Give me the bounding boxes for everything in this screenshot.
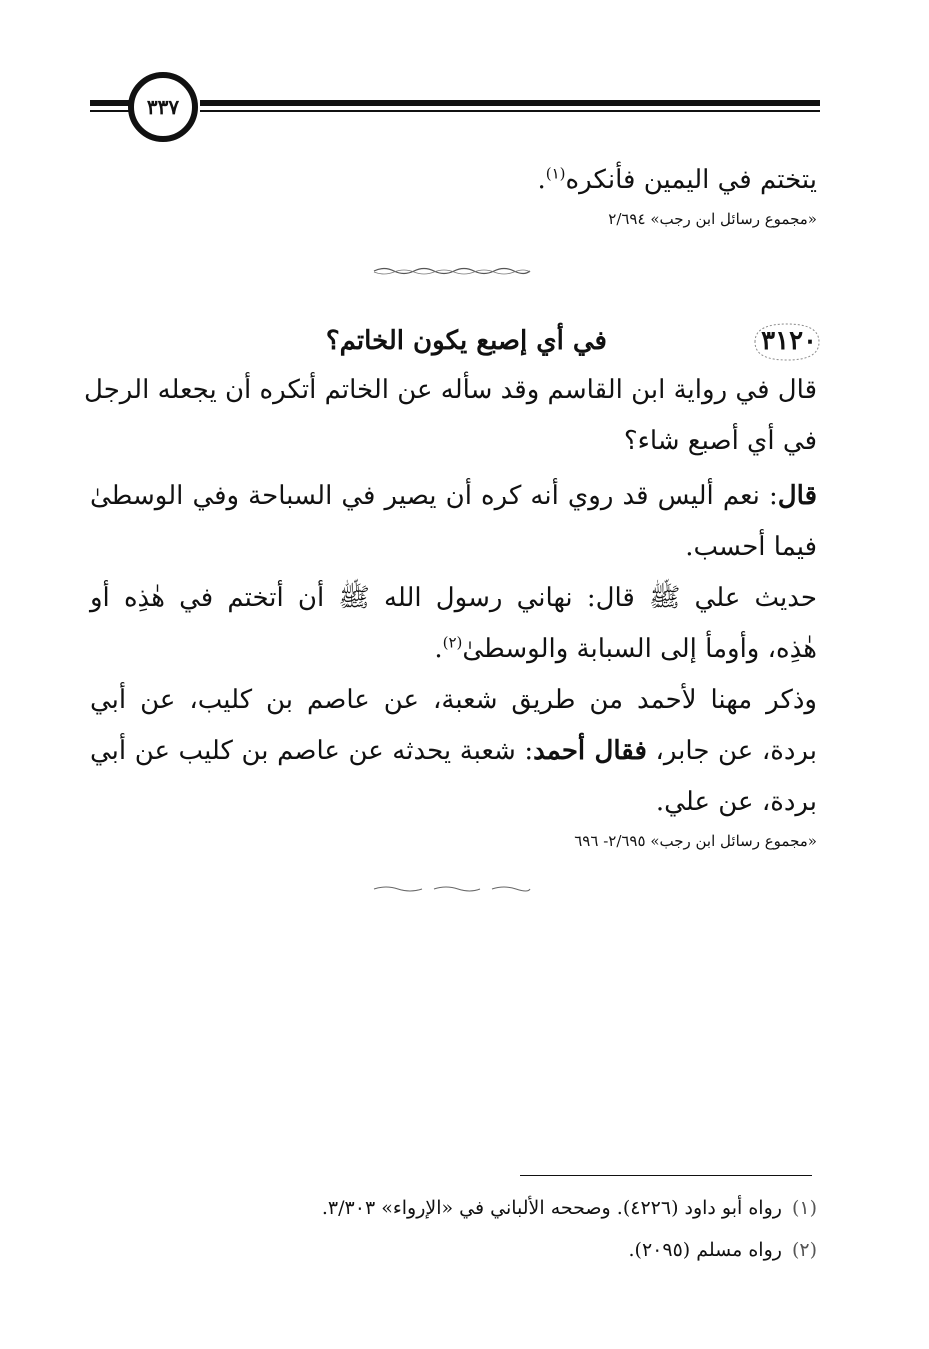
text-run: هٰذِه، وأومأ إلى السبابة والوسطىٰ [462,634,817,664]
footnote-number: (٢) [791,1239,817,1261]
text-line [434,629,817,669]
text-run: . [537,165,546,195]
text-line [90,476,817,516]
footnote [629,1235,817,1265]
text-line [90,731,817,771]
text-line: حديث علي ﷺ قال: نهاني رسول الله ﷺ أن أتختم في هٰذِه أو [90,583,817,613]
footnote-number: (١) [791,1197,817,1219]
footnote [322,1193,817,1223]
text-line: في أي أصبع شاء؟ [623,426,817,456]
text-run: بردة، عن جابر، [655,736,818,766]
text-line: وذكر مهنا لأحمد من طريق شعبة، عن عاصم بن كليب، عن أبي [90,685,817,715]
header-rule-left-thin [90,110,130,112]
footnote-rule [520,1175,812,1176]
footnote-text: رواه أبو داود (٤٢٢٦). وصححه الألباني في «الإرواء» ٣/٣٠٣. [321,1197,782,1219]
footnote-ref: (١) [545,164,566,183]
source-citation: «مجموع رسائل ابن رجب» ٢/٦٩٤ [608,210,817,228]
section-heading [97,318,817,364]
text-run: : شعبة يحدثه عن عاصم بن كليب عن أبي [90,736,534,766]
page-number: ٣٣٧ [128,72,198,142]
section-number: ٣١٢٠ [761,326,817,356]
speaker-label: فقال أحمد [533,736,647,766]
header-rule-left [90,100,130,106]
speaker-label: قال [777,481,817,511]
text-line: بردة، عن علي. [655,787,817,817]
header-rule-thin [200,110,820,112]
section-title: في أي إصبع يكون الخاتم؟ [325,326,607,356]
header-rule [200,100,820,106]
text-run: يتختم في اليمين فأنكره [565,165,817,195]
text-run: : نعم أليس قد روي أنه كره أن يصير في السباحة وفي الوسطىٰ [90,481,778,511]
ornament-divider [372,884,532,894]
source-citation: «مجموع رسائل ابن رجب» ٢/٦٩٥- ٦٩٦ [574,832,817,850]
footnote-text: رواه مسلم (٢٠٩٥). [628,1239,782,1261]
text-line [537,160,817,200]
text-line: فيما أحسب. [685,532,817,562]
text-run: . [434,634,443,664]
ornament-divider [372,266,532,276]
footnote-ref: (٢) [442,633,463,652]
text-line: قال في رواية ابن القاسم وقد سأله عن الخاتم أتكره أن يجعله الرجل [84,375,817,405]
